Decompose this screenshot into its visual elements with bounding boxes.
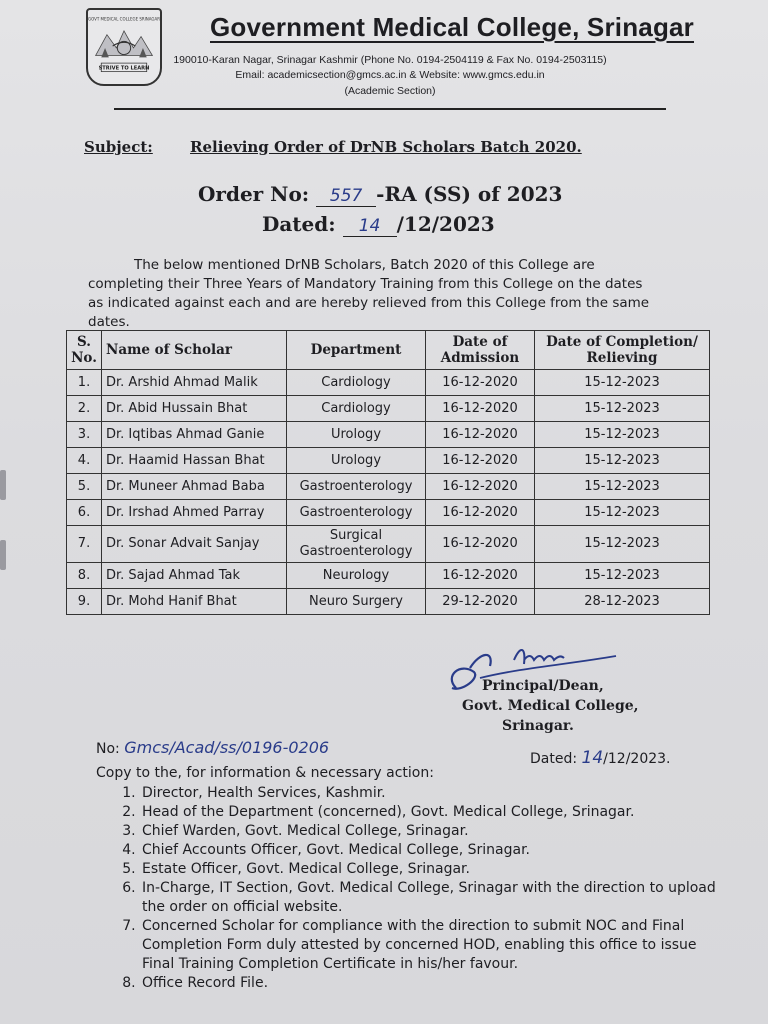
cell-relieving: 28-12-2023 <box>535 589 710 615</box>
table-row <box>67 526 710 563</box>
signatory-title: Principal/Dean, <box>482 678 604 694</box>
cell-relieving: 15-12-2023 <box>535 370 710 396</box>
order-number-line <box>198 182 562 207</box>
intro-line: completing their Three Years of Mandatory Training from this College on the dates <box>88 276 643 292</box>
list-item: 1. Director, Health Services, Kashmir. <box>140 784 720 803</box>
order-day-handwritten: 14 <box>343 216 397 237</box>
cell-relieving: 15-12-2023 <box>535 563 710 589</box>
cell-sno: 8. <box>67 563 102 589</box>
table-header-row <box>67 331 710 370</box>
cell-admission: 16-12-2020 <box>426 396 535 422</box>
list-item: 5. Estate Officer, Govt. Medical College, Srinagar. <box>140 860 720 879</box>
dispatch-dated-label: Dated: <box>530 751 578 767</box>
cell-sno: 1. <box>67 370 102 396</box>
intro-line: The below mentioned DrNB Scholars, Batch 2020 of this College are <box>134 257 595 273</box>
dispatch-no-handwritten: Gmcs/Acad/ss/0196-0206 <box>124 738 330 757</box>
intro-line: as indicated against each and are hereby relieved from this College from the same <box>88 295 650 311</box>
cell-sno: 3. <box>67 422 102 448</box>
header-relieving: Date of Completion/ Relieving <box>535 331 710 370</box>
cell-relieving: 15-12-2023 <box>535 396 710 422</box>
intro-paragraph <box>88 256 678 332</box>
cell-admission: 16-12-2020 <box>426 422 535 448</box>
list-item: 7. Concerned Scholar for compliance with the direction to submit NOC and Final Completion Form duly attested by concerned HOD, enabling this office to issue Final Training Completion Certificate in his/her favour. <box>140 917 720 974</box>
cell-name: Dr. Sajad Ahmad Tak <box>102 563 287 589</box>
table-row <box>67 563 710 589</box>
header-sno: S. No. <box>67 331 102 370</box>
table-row <box>67 500 710 526</box>
cell-name: Dr. Haamid Hassan Bhat <box>102 448 287 474</box>
scholars-table <box>66 330 710 615</box>
dispatch-date-suffix: /12/2023. <box>603 751 671 767</box>
cell-sno: 5. <box>67 474 102 500</box>
cell-admission: 16-12-2020 <box>426 526 535 563</box>
table-row <box>67 589 710 615</box>
cell-admission: 16-12-2020 <box>426 563 535 589</box>
cell-relieving: 15-12-2023 <box>535 526 710 563</box>
section-name: (Academic Section) <box>344 85 436 97</box>
address-line: 190010-Karan Nagar, Srinagar Kashmir (Phone No. 0194-2504119 & Fax No. 0194-2503115) <box>173 54 607 66</box>
list-item: 3. Chief Warden, Govt. Medical College, Srinagar. <box>140 822 720 841</box>
cell-sno: 9. <box>67 589 102 615</box>
cell-name: Dr. Abid Hussain Bhat <box>102 396 287 422</box>
order-label: Order No: <box>198 182 310 206</box>
cell-sno: 6. <box>67 500 102 526</box>
subject-text: Relieving Order of DrNB Scholars Batch 2020. <box>190 138 582 156</box>
cell-admission: 16-12-2020 <box>426 500 535 526</box>
cell-department: Cardiology <box>287 396 426 422</box>
binder-clip-icon <box>0 540 6 570</box>
cell-sno: 2. <box>67 396 102 422</box>
cell-department: Neurology <box>287 563 426 589</box>
header-name: Name of Scholar <box>102 331 287 370</box>
logo-top-text: GOVT MEDICAL COLLEGE SRINAGAR <box>88 16 160 22</box>
cell-name: Dr. Mohd Hanif Bhat <box>102 589 287 615</box>
signatory-place: Srinagar. <box>502 718 574 734</box>
cell-sno: 7. <box>67 526 102 563</box>
table-row <box>67 448 710 474</box>
dispatch-day-handwritten: 14 <box>581 748 604 768</box>
cell-name: Dr. Sonar Advait Sanjay <box>102 526 287 563</box>
table-row <box>67 422 710 448</box>
cell-relieving: 15-12-2023 <box>535 500 710 526</box>
college-emblem-icon <box>88 10 160 84</box>
table-row <box>67 396 710 422</box>
cell-admission: 16-12-2020 <box>426 370 535 396</box>
order-suffix: -RA (SS) of 2023 <box>376 182 563 206</box>
cell-sno: 4. <box>67 448 102 474</box>
list-item: 6. In-Charge, IT Section, Govt. Medical College, Srinagar with the direction to upload the order on official website. <box>140 879 720 917</box>
order-dated-label: Dated: <box>262 212 336 236</box>
email-website-line: Email: academicsection@gmcs.ac.in & Website: www.gmcs.edu.in <box>235 69 545 81</box>
header-divider <box>114 108 666 110</box>
cell-department: Gastroenterology <box>287 474 426 500</box>
table-row <box>67 474 710 500</box>
list-item: 2. Head of the Department (concerned), Govt. Medical College, Srinagar. <box>140 803 720 822</box>
cell-department: Urology <box>287 422 426 448</box>
order-date-suffix: /12/2023 <box>396 212 495 236</box>
cell-department: Urology <box>287 448 426 474</box>
cell-admission: 16-12-2020 <box>426 448 535 474</box>
logo-motto: STRIVE TO LEARN <box>98 65 150 72</box>
cell-name: Dr. Irshad Ahmed Parray <box>102 500 287 526</box>
header-department: Department <box>287 331 426 370</box>
cell-relieving: 15-12-2023 <box>535 422 710 448</box>
copy-to-heading: Copy to the, for information & necessary action: <box>96 765 434 781</box>
cell-department: Surgical Gastroenterology <box>287 526 426 563</box>
table-row <box>67 370 710 396</box>
cell-relieving: 15-12-2023 <box>535 474 710 500</box>
cell-name: Dr. Arshid Ahmad Malik <box>102 370 287 396</box>
cell-name: Dr. Iqtibas Ahmad Ganie <box>102 422 287 448</box>
cell-name: Dr. Muneer Ahmad Baba <box>102 474 287 500</box>
list-item: 8. Office Record File. <box>140 974 720 993</box>
order-number-handwritten: 557 <box>316 186 376 207</box>
order-date-line <box>262 212 495 237</box>
subject-line <box>84 138 582 156</box>
cell-department: Neuro Surgery <box>287 589 426 615</box>
cell-admission: 29-12-2020 <box>426 589 535 615</box>
copy-to-list <box>114 784 720 993</box>
cell-department: Cardiology <box>287 370 426 396</box>
signatory-org: Govt. Medical College, <box>462 698 639 714</box>
dispatch-no-label: No: <box>96 741 120 757</box>
dispatch-date <box>530 748 671 768</box>
signatory-block <box>462 676 639 736</box>
list-item: 4. Chief Accounts Officer, Govt. Medical College, Srinagar. <box>140 841 720 860</box>
intro-line: dates. <box>88 314 130 330</box>
subject-label: Subject: <box>84 138 153 156</box>
binder-clip-icon <box>0 470 6 500</box>
cell-admission: 16-12-2020 <box>426 474 535 500</box>
dispatch-number <box>96 738 329 757</box>
header-admission: Date of Admission <box>426 331 535 370</box>
cell-relieving: 15-12-2023 <box>535 448 710 474</box>
cell-department: Gastroenterology <box>287 500 426 526</box>
college-logo <box>86 8 162 86</box>
college-name: Government Medical College, Srinagar <box>210 12 694 42</box>
